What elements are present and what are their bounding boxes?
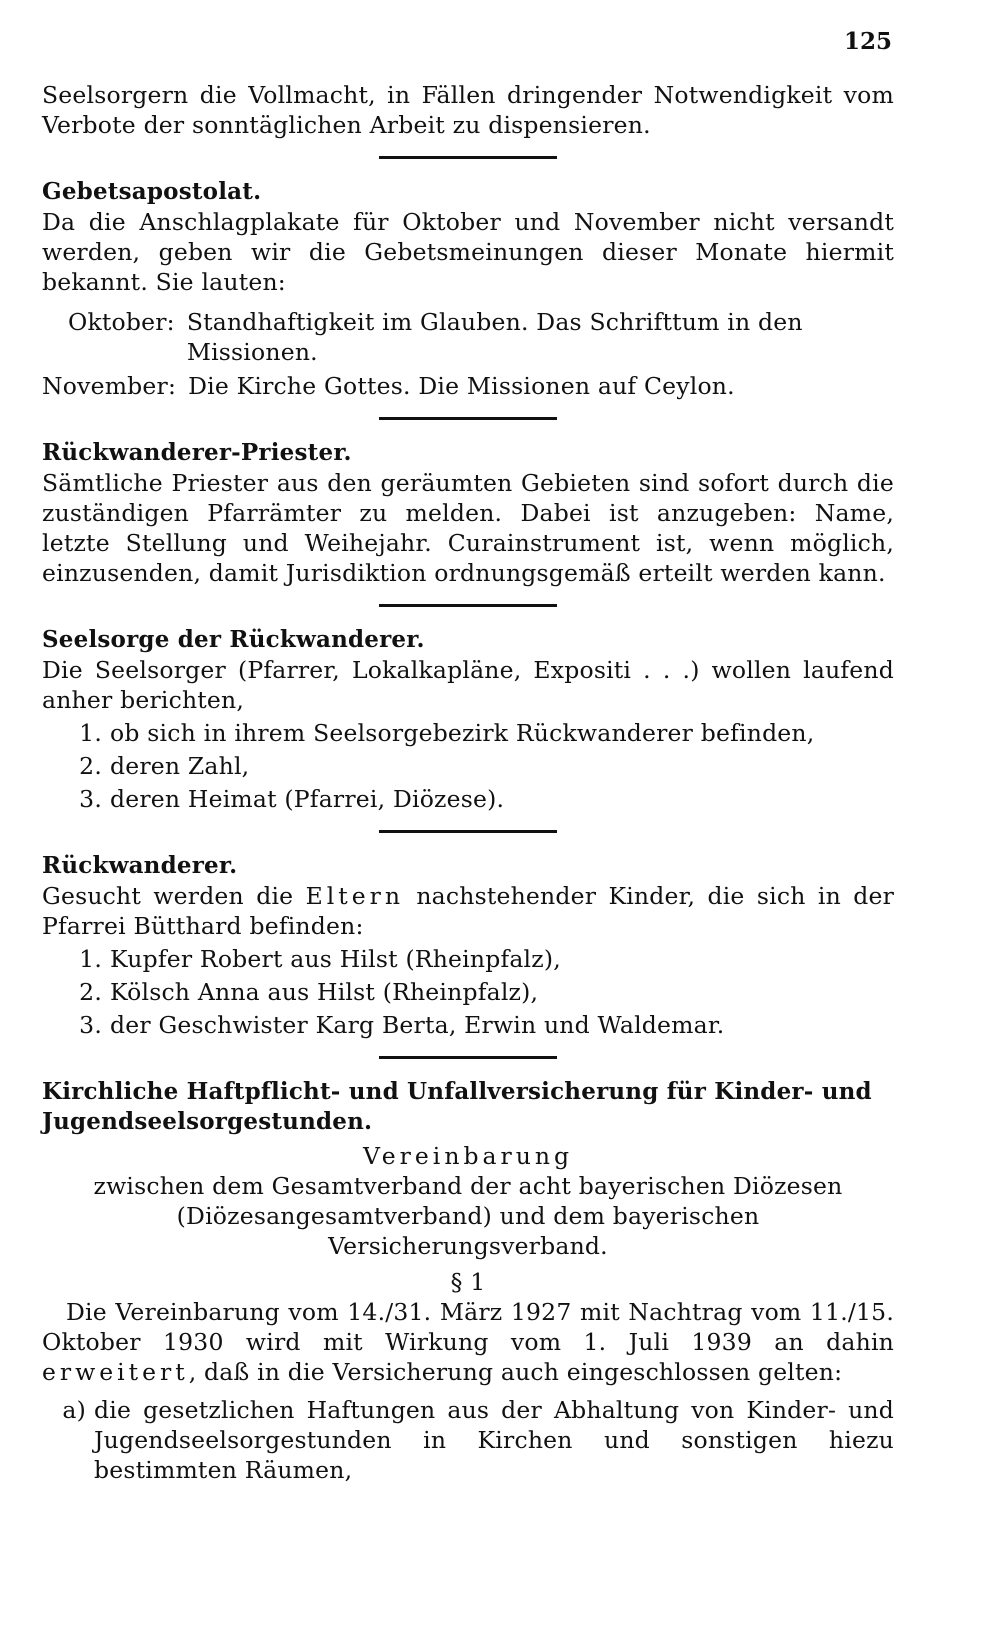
month-label: November: [42, 372, 177, 400]
list-item [42, 944, 894, 974]
month-intention: Die Kirche Gottes. Die Missionen auf Ceylon. [188, 372, 735, 400]
item-marker: a) [62, 1396, 86, 1424]
list-number: 1. [79, 719, 102, 747]
spaced-word: erweitert [42, 1358, 189, 1386]
seelsorge-text: Die Seelsorger (Pfarrer, Lokalkapläne, Expositi . . .) wollen laufend anher berichten, [42, 656, 894, 714]
list-number: 3. [79, 1011, 102, 1039]
page-content [42, 80, 894, 1485]
list-text: deren Heimat (Pfarrei, Diözese). [110, 785, 505, 813]
month-november [42, 371, 894, 401]
text-part: Die Vereinbarung vom 14./31. März 1927 mit Nachtrag vom 11./15. Oktober 1930 wird mit Wirkung vom 1. Juli 1939 an dahin [42, 1298, 894, 1356]
list-item [42, 784, 894, 814]
list-item [42, 977, 894, 1007]
list-text: deren Zahl, [110, 752, 250, 780]
rueckwanderer-text [42, 881, 894, 941]
heading-gebetsapostolat: Gebetsapostolat. [42, 178, 262, 205]
item-text: die gesetzlichen Haftungen aus der Abhaltung von Kinder- und Jugendseelsorgestunden in Kirchen und sonstigen hiezu bestimmten Räumen, [94, 1396, 894, 1484]
list-item [42, 718, 894, 748]
section-number: § 1 [450, 1268, 486, 1296]
list-text: der Geschwister Karg Berta, Erwin und Waldemar. [110, 1011, 725, 1039]
month-october [42, 307, 894, 367]
section-divider [379, 417, 557, 420]
text-part: Gesucht werden die [42, 882, 294, 910]
text-part: nachstehender Kinder, die sich in der Pfarrei Bütthard befinden: [42, 882, 895, 940]
rueckwanderer-priester-text: Sämtliche Priester aus den geräumten Gebieten sind sofort durch die zuständigen Pfarrämter zu melden. Dabei ist anzugeben: Name, letzte Stellung und Weihejahr. Curainstrument ist, wenn möglich, einzusenden, damit Jurisdiktion ordnungsgemäß erteilt werden kann. [42, 469, 894, 587]
list-number: 1. [79, 945, 102, 973]
page-number: 125 [843, 28, 892, 55]
heading-versicherung: Kirchliche Haftpflicht- und Unfallversicherung für Kinder- und Jugendseelsorgestunden. [42, 1078, 872, 1135]
section-1-text [42, 1297, 894, 1387]
text-part: , daß in die Versicherung auch eingeschlossen gelten: [188, 1358, 843, 1386]
section-divider [379, 604, 557, 607]
heading-seelsorge: Seelsorge der Rückwanderer. [42, 626, 425, 653]
list-number: 2. [79, 978, 102, 1006]
children-list [42, 944, 894, 1040]
gebetsapostolat-text: Da die Anschlagplakate für Oktober und November nicht versandt werden, geben wir die Gebetsmeinungen dieser Monate hiermit bekannt. Sie lauten: [42, 208, 894, 296]
heading-rueckwanderer: Rückwanderer. [42, 852, 238, 879]
agreement-title: Vereinbarung [362, 1142, 574, 1170]
agreement-parties: zwischen dem Gesamtverband der acht bayerischen Diözesen (Diözesangesamtverband) und dem bayerischen Versicherungsverband. [93, 1172, 843, 1260]
section-divider [379, 156, 557, 159]
list-number: 2. [79, 752, 102, 780]
item-a [42, 1395, 894, 1485]
list-item [42, 751, 894, 781]
month-label: Oktober: [68, 308, 175, 336]
list-item [42, 1010, 894, 1040]
list-number: 3. [79, 785, 102, 813]
list-text: Kupfer Robert aus Hilst (Rheinpfalz), [110, 945, 561, 973]
intro-paragraph: Seelsorgern die Vollmacht, in Fällen dringender Notwendigkeit vom Verbote der sonntäglichen Arbeit zu dispensieren. [42, 81, 894, 139]
section-divider [379, 830, 557, 833]
section-divider [379, 1056, 557, 1059]
seelsorge-list [42, 718, 894, 814]
spaced-word: Eltern [305, 882, 404, 910]
list-text: Kölsch Anna aus Hilst (Rheinpfalz), [110, 978, 539, 1006]
month-intention: Standhaftigkeit im Glauben. Das Schrifttum in den Missionen. [186, 308, 803, 366]
heading-rueckwanderer-priester: Rückwanderer-Priester. [42, 439, 352, 466]
list-text: ob sich in ihrem Seelsorgebezirk Rückwanderer befinden, [110, 719, 815, 747]
